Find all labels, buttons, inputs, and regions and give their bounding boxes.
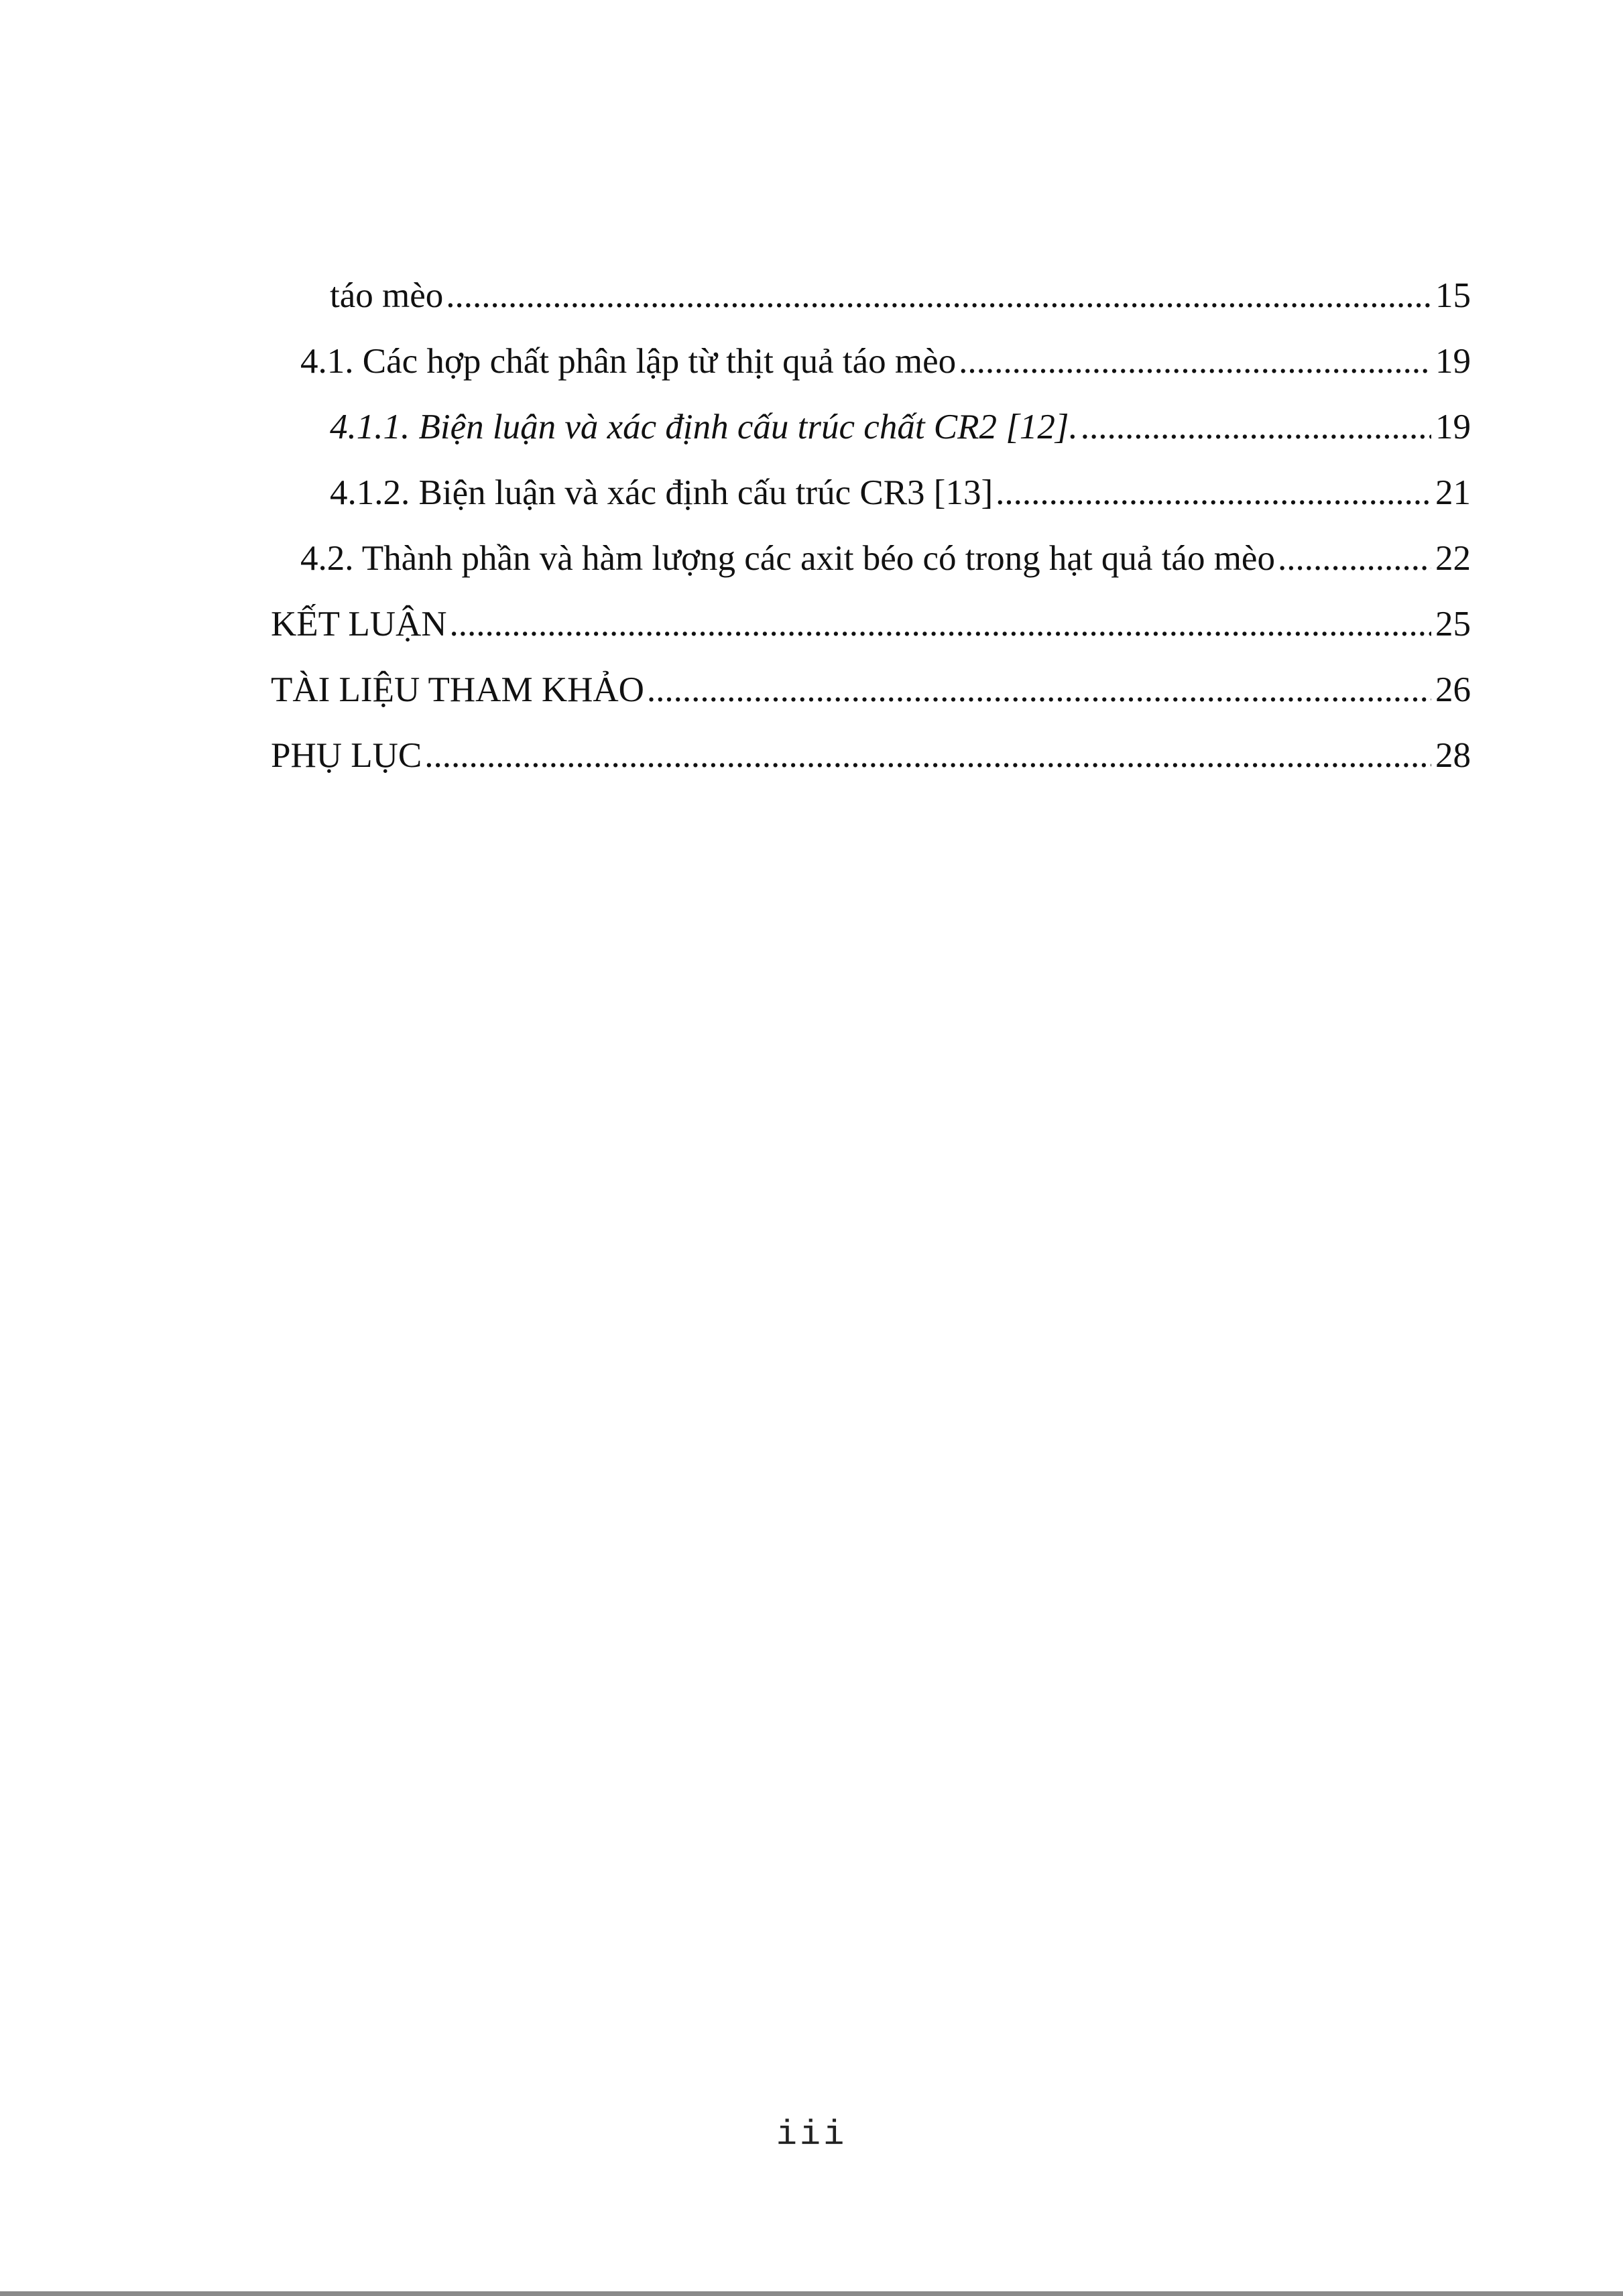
toc-entry-ket-luan[interactable] [271, 591, 1471, 657]
toc-dot-leader [450, 591, 1431, 657]
toc-dot-leader [1278, 526, 1431, 591]
toc-entry-label: táo mèo [330, 276, 444, 315]
toc-entry-page: 26 [1435, 670, 1471, 709]
toc-entry-4-1-2[interactable] [271, 460, 1471, 526]
toc-entry-4-1[interactable] [271, 328, 1471, 394]
toc-entry-label: KẾT LUẬN [271, 605, 447, 644]
toc-dot-leader [446, 263, 1431, 328]
toc-entry-page: 19 [1435, 342, 1471, 381]
page-bottom-edge [0, 2291, 1623, 2296]
toc-entry-tai-lieu-tham-khao[interactable] [271, 657, 1471, 723]
toc-entry-label: 4.2. Thành phần và hàm lượng các axit béo có trong hạt quả táo mèo [300, 539, 1275, 578]
toc-entry-page: 15 [1435, 276, 1471, 315]
toc-entry-phu-luc[interactable] [271, 723, 1471, 788]
toc-entry-page: 25 [1435, 605, 1471, 644]
toc-entry-page: 21 [1435, 473, 1471, 512]
toc-entry-label: TÀI LIỆU THAM KHẢO [271, 670, 644, 709]
toc-entry-tao-meo[interactable] [271, 263, 1471, 328]
toc-entry-label: 4.1.1. Biện luận và xác định cấu trúc chất CR2 [12]. [330, 408, 1078, 446]
toc-entry-label: PHỤ LỤC [271, 736, 422, 775]
toc-entry-page: 22 [1435, 539, 1471, 578]
page-number: iii [776, 2115, 847, 2155]
toc-dot-leader [647, 657, 1431, 723]
toc-entry-page: 28 [1435, 736, 1471, 775]
toc-entry-4-1-1[interactable] [271, 394, 1471, 460]
toc-entry-page: 19 [1435, 408, 1471, 446]
toc-dot-leader [996, 460, 1431, 526]
toc-entry-label: 4.1.2. Biện luận và xác định cấu trúc CR3 [13] [330, 473, 994, 512]
table-of-contents [271, 263, 1471, 788]
toc-dot-leader [1081, 394, 1431, 460]
toc-dot-leader [424, 723, 1431, 788]
toc-entry-label: 4.1. Các hợp chất phân lập từ thịt quả táo mèo [300, 342, 957, 381]
toc-dot-leader [959, 328, 1431, 394]
toc-entry-4-2[interactable] [271, 526, 1471, 591]
